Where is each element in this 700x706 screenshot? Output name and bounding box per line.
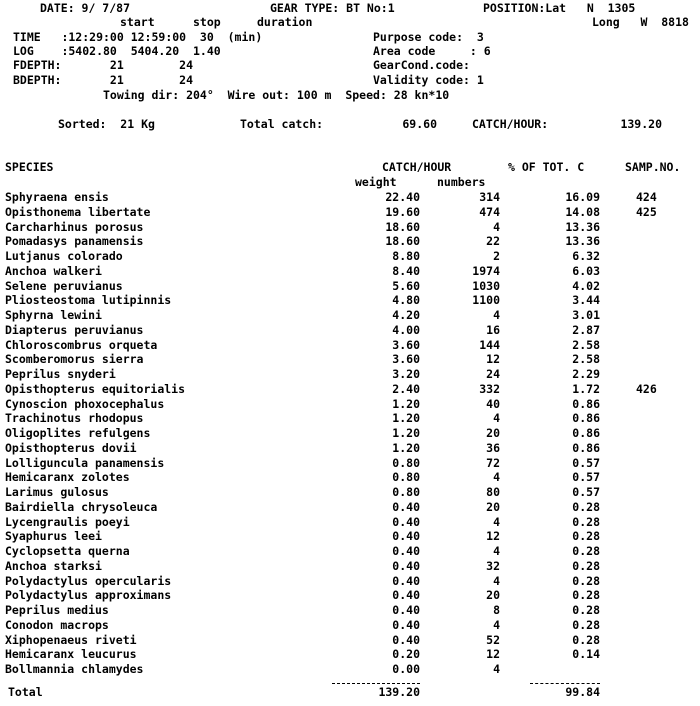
weight-value: 0.40 xyxy=(392,558,420,573)
total-label: Total xyxy=(8,685,43,699)
pct-total-value: 0.57 xyxy=(572,485,600,499)
fdepth-line: FDEPTH: 21 24 xyxy=(13,58,194,72)
weight-value: 3.20 xyxy=(392,367,420,381)
weight-value: 1.20 xyxy=(392,411,420,426)
weight-value: 1.20 xyxy=(392,396,420,411)
weight-value: 0.40 xyxy=(392,617,420,632)
numbers-value: 20 xyxy=(486,588,500,603)
pct-total-value: 13.36 xyxy=(565,219,600,234)
total-catch-label: Total catch: xyxy=(240,117,324,131)
weight-value: 0.40 xyxy=(392,588,420,603)
sorted-weight: Sorted: 21 Kg xyxy=(58,117,155,131)
pct-total-value: 16.09 xyxy=(565,190,600,204)
species-name: Lycengraulis poeyi xyxy=(5,514,130,529)
weight-value: 22.40 xyxy=(385,190,420,204)
total-catch-value: 69.60 xyxy=(402,117,437,131)
pct-total-value: 6.32 xyxy=(572,249,600,263)
weight-value: 8.80 xyxy=(392,249,420,263)
pct-total-value: 0.28 xyxy=(572,588,600,603)
numbers-value: 4 xyxy=(493,470,500,485)
pct-total-value: 0.28 xyxy=(572,617,600,632)
pct-total-value: 2.58 xyxy=(572,352,600,367)
species-name: Polydactylus approximans xyxy=(5,588,172,603)
numbers-value: 4 xyxy=(493,411,500,426)
pct-total-value: 0.28 xyxy=(572,514,600,529)
species-name: Chloroscombrus orqueta xyxy=(5,337,158,352)
sample-number-value: 424 xyxy=(636,190,657,204)
species-name: Opisthopterus dovii xyxy=(5,440,137,455)
area-code: Area code : 6 xyxy=(373,44,491,58)
numbers-value: 4 xyxy=(493,219,500,234)
total-pct: 99.84 xyxy=(565,685,600,699)
pct-total-value: 0.28 xyxy=(572,573,600,588)
numbers-value: 72 xyxy=(486,455,500,470)
sample-number-value: 426 xyxy=(636,381,657,396)
numbers-value: 52 xyxy=(486,632,500,647)
species-name: Anchoa walkeri xyxy=(5,263,102,278)
numbers-value: 20 xyxy=(486,426,500,440)
species-name: Polydactylus opercularis xyxy=(5,573,172,588)
numbers-value: 12 xyxy=(486,529,500,544)
weight-value: 0.40 xyxy=(392,514,420,529)
species-name: Lutjanus colorado xyxy=(5,249,123,263)
weight-value: 1.20 xyxy=(392,440,420,455)
weight-value: 5.60 xyxy=(392,278,420,293)
numbers-value: 4 xyxy=(493,308,500,322)
numbers-value: 314 xyxy=(479,190,500,204)
bdepth-line: BDEPTH: 21 24 xyxy=(13,73,194,87)
species-name: Anchoa starksi xyxy=(5,558,102,573)
weight-value: 4.20 xyxy=(392,308,420,322)
pct-total-heading: % OF TOT. C xyxy=(508,160,585,174)
weight-heading: weight xyxy=(355,175,397,189)
species-name: Cynoscion phoxocephalus xyxy=(5,396,165,411)
weight-value: 2.40 xyxy=(392,381,420,396)
numbers-value: 4 xyxy=(493,544,500,558)
pct-total-value: 0.57 xyxy=(572,470,600,485)
species-name: Oligoplites refulgens xyxy=(5,426,151,440)
species-name: Opisthonema libertate xyxy=(5,204,151,219)
sample-number-heading: SAMP.NO. xyxy=(625,160,681,174)
log-line: LOG :5402.80 5404.20 1.40 xyxy=(13,44,221,58)
species-name: Pliosteostoma lutipinnis xyxy=(5,293,172,308)
pct-total-value: 4.02 xyxy=(572,278,600,293)
purpose-code: Purpose code: 3 xyxy=(373,30,484,44)
numbers-value: 16 xyxy=(486,322,500,337)
weight-value: 0.40 xyxy=(392,573,420,588)
pct-total-value: 0.28 xyxy=(572,632,600,647)
pct-total-value: 0.28 xyxy=(572,544,600,558)
pct-total-value: 2.29 xyxy=(572,367,600,381)
species-name: Hemicaranx zolotes xyxy=(5,470,130,485)
weight-value: 18.60 xyxy=(385,234,420,249)
weight-value: 3.60 xyxy=(392,352,420,367)
pct-total-value: 6.03 xyxy=(572,263,600,278)
weight-value: 3.60 xyxy=(392,337,420,352)
numbers-value: 1030 xyxy=(472,278,500,293)
species-name: Bollmannia chlamydes xyxy=(5,662,144,676)
pct-total-value: 2.58 xyxy=(572,337,600,352)
numbers-value: 4 xyxy=(493,662,500,676)
gear-cond-code: GearCond.code: xyxy=(373,58,470,72)
position-lat: POSITION:Lat N 1305 xyxy=(483,1,636,15)
numbers-value: 12 xyxy=(486,647,500,662)
species-heading: SPECIES xyxy=(5,160,54,174)
numbers-value: 20 xyxy=(486,499,500,514)
numbers-value: 144 xyxy=(479,337,500,352)
weight-value: 0.80 xyxy=(392,485,420,499)
weight-value: 18.60 xyxy=(385,219,420,234)
weight-value: 0.40 xyxy=(392,603,420,617)
pct-total-value: 14.08 xyxy=(565,204,600,219)
species-name: Carcharhinus porosus xyxy=(5,219,144,234)
numbers-value: 2 xyxy=(493,249,500,263)
numbers-value: 332 xyxy=(479,381,500,396)
species-name: Larimus gulosus xyxy=(5,485,109,499)
numbers-value: 4 xyxy=(493,617,500,632)
col-stop-label: stop xyxy=(193,15,221,29)
total-weight: 139.20 xyxy=(378,685,420,699)
towing-line: Towing dir: 204° Wire out: 100 m Speed: 28 kn*10 xyxy=(103,88,450,102)
numbers-value: 24 xyxy=(486,367,500,381)
weight-value: 0.40 xyxy=(392,544,420,558)
weight-value: 0.40 xyxy=(392,632,420,647)
species-name: Peprilus snyderi xyxy=(5,367,116,381)
species-name: Bairdiella chrysoleuca xyxy=(5,499,158,514)
pct-total-value: 0.57 xyxy=(572,455,600,470)
weight-value: 0.80 xyxy=(392,470,420,485)
species-name: Peprilus medius xyxy=(5,603,109,617)
species-name: Diapterus peruvianus xyxy=(5,322,144,337)
species-name: Hemicaranx leucurus xyxy=(5,647,137,662)
pct-total-value: 0.14 xyxy=(572,647,600,662)
numbers-heading: numbers xyxy=(437,175,486,189)
weight-value: 0.40 xyxy=(392,529,420,544)
pct-total-value: 0.86 xyxy=(572,411,600,426)
pct-total-value: 1.72 xyxy=(572,381,600,396)
pct-total-value: 13.36 xyxy=(565,234,600,249)
pct-total-value: 0.28 xyxy=(572,603,600,617)
pct-sum-rule xyxy=(530,683,600,684)
species-name: Syaphurus leei xyxy=(5,529,102,544)
species-name: Trachinotus rhodopus xyxy=(5,411,144,426)
catch-hour-value: 139.20 xyxy=(620,117,662,131)
time-line: TIME :12:29:00 12:59:00 30 (min) xyxy=(13,30,263,44)
weight-value: 4.80 xyxy=(392,293,420,308)
sample-number-value: 425 xyxy=(636,204,657,219)
catch-hour-heading: CATCH/HOUR xyxy=(382,160,452,174)
numbers-value: 40 xyxy=(486,396,500,411)
weight-value: 0.80 xyxy=(392,455,420,470)
pct-total-value: 0.28 xyxy=(572,558,600,573)
position-long: Long W 8818 xyxy=(592,15,689,29)
numbers-value: 8 xyxy=(493,603,500,617)
pct-total-value: 3.44 xyxy=(572,293,600,308)
weight-value: 0.00 xyxy=(392,662,420,676)
species-name: Conodon macrops xyxy=(5,617,109,632)
species-name: Scomberomorus sierra xyxy=(5,352,144,367)
weight-value: 1.20 xyxy=(392,426,420,440)
pct-total-value: 2.87 xyxy=(572,322,600,337)
species-name: Lolliguncula panamensis xyxy=(5,455,165,470)
validity-code: Validity code: 1 xyxy=(373,73,484,87)
numbers-value: 36 xyxy=(486,440,500,455)
gear-type: GEAR TYPE: BT No:1 xyxy=(270,1,395,15)
species-name: Sphyrna lewini xyxy=(5,308,102,322)
pct-total-value: 0.28 xyxy=(572,499,600,514)
numbers-value: 32 xyxy=(486,558,500,573)
species-name: Opisthopterus equitorialis xyxy=(5,381,186,396)
col-duration-label: duration xyxy=(257,15,313,29)
species-name: Selene peruvianus xyxy=(5,278,123,293)
numbers-value: 12 xyxy=(486,352,500,367)
species-name: Pomadasys panamensis xyxy=(5,234,144,249)
numbers-value: 22 xyxy=(486,234,500,249)
numbers-value: 80 xyxy=(486,485,500,499)
numbers-value: 4 xyxy=(493,573,500,588)
numbers-value: 1100 xyxy=(472,293,500,308)
pct-total-value: 3.01 xyxy=(572,308,600,322)
species-name: Xiphopenaeus riveti xyxy=(5,632,137,647)
pct-total-value: 0.28 xyxy=(572,529,600,544)
report-date: DATE: 9/ 7/87 xyxy=(40,1,131,15)
weight-value: 8.40 xyxy=(392,263,420,278)
weight-value: 0.40 xyxy=(392,499,420,514)
species-name: Cyclopsetta querna xyxy=(5,544,130,558)
catch-hour-label: CATCH/HOUR: xyxy=(472,117,549,131)
numbers-value: 474 xyxy=(479,204,500,219)
numbers-value: 1974 xyxy=(472,263,500,278)
weight-sum-rule xyxy=(332,683,420,684)
weight-value: 19.60 xyxy=(385,204,420,219)
pct-total-value: 0.86 xyxy=(572,440,600,455)
weight-value: 0.20 xyxy=(392,647,420,662)
pct-total-value: 0.86 xyxy=(572,426,600,440)
col-start-label: start xyxy=(120,15,155,29)
numbers-value: 4 xyxy=(493,514,500,529)
weight-value: 4.00 xyxy=(392,322,420,337)
species-name: Sphyraena ensis xyxy=(5,190,109,204)
pct-total-value: 0.86 xyxy=(572,396,600,411)
